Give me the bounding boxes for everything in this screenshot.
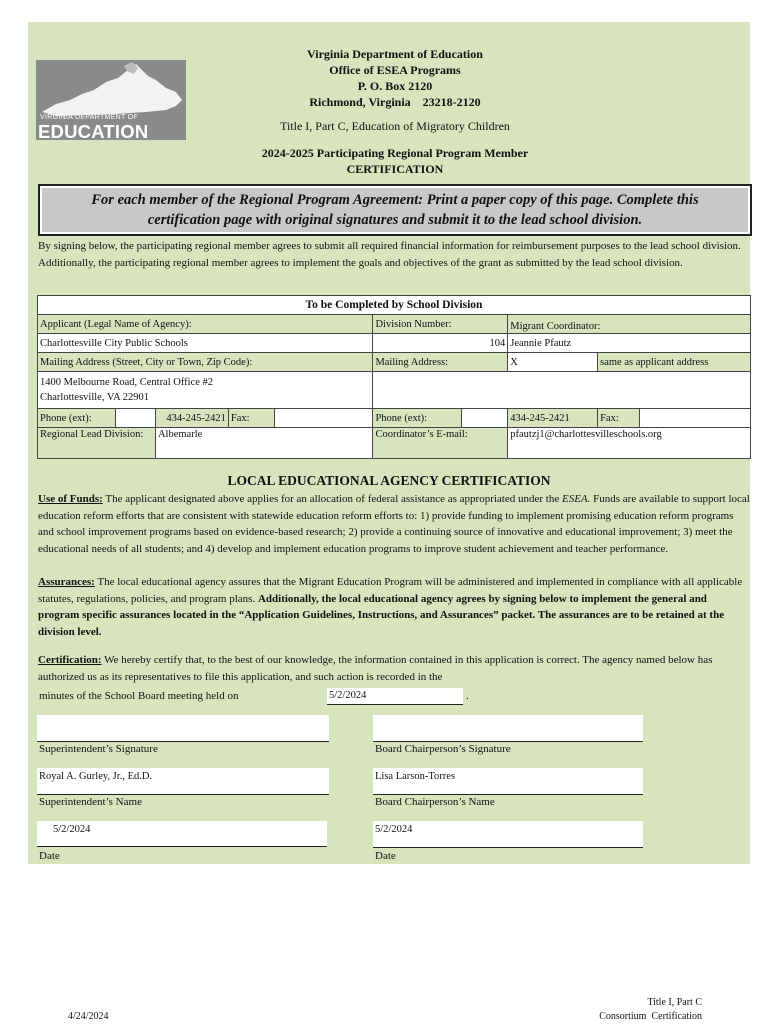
table-title: To be Completed by School Division [38,296,751,315]
coordinator-phone-ext-field[interactable] [462,409,508,428]
migrant-coordinator-label: Migrant Coordinator: [508,315,751,334]
assurances-text: The local educational agency assures that the Migrant Education Program will be administered and implemented in compliance with all applicable statutes, regulations, policies, and program plans. [38,576,743,605]
certification-paragraph [38,652,750,685]
fax-label: Fax: [228,409,274,428]
superintendent-signature-field[interactable] [37,715,329,742]
program-title: Title I, Part C, Education of Migratory Children [280,119,510,133]
lead-division-field[interactable]: Albemarle [155,428,372,459]
form-subtitle: CERTIFICATION [346,162,444,176]
instruction-banner [38,184,752,236]
lead-division-label: Regional Lead Division: [38,428,156,459]
fax-field[interactable] [274,409,373,428]
phone-ext-field[interactable] [115,409,155,428]
coordinator-fax-label: Fax: [598,409,640,428]
phone-field[interactable]: 434-245-2421 [155,409,228,428]
superintendent-name-field[interactable]: Royal A. Gurley, Jr., Ed.D. [37,768,329,795]
superintendent-name-label: Superintendent’s Name [39,796,142,808]
coordinator-phone-label: Phone (ext): [373,409,462,428]
minutes-text: minutes of the School Board meeting held on [39,690,239,702]
esea-text: ESEA. [561,493,591,505]
board-chair-date-label: Date [375,850,396,862]
board-chair-signature-label: Board Chairperson’s Signature [375,743,511,755]
division-number-label: Division Number: [373,315,508,334]
meeting-date-period: . [466,690,469,702]
assurances-paragraph [38,574,750,640]
use-of-funds-paragraph [38,491,750,557]
use-of-funds-heading: Use of Funds: [38,493,103,505]
applicant-label: Applicant (Legal Name of Agency): [38,315,373,334]
vdoe-logo [36,60,186,140]
mailing-address-field[interactable] [38,372,373,409]
same-address-label: same as applicant address [598,353,751,372]
address-line-1: 1400 Melbourne Road, Central Office #2 [40,377,214,388]
use-of-funds-text-b: Funds are available to support local education reform efforts that are consistent with statewide education reform efforts to: 1) provide funding to implement promising education reform programs and school improvement programs based on evidence-based research; 2) provide a continuing source of innovative and educational improvement; 3) meet the educational needs of all students; and 4) develop and implement education programs to improve student achievement and teacher performance. [38,493,750,555]
email-field[interactable]: pfautzj1@charlottesvilleschools.org [508,428,751,459]
footer-date: 4/24/2024 [68,1011,109,1022]
header-line-3: P. O. Box 2120 [357,79,433,93]
logo-caption-small: VIRGINIA DEPARTMENT OF [40,114,139,121]
superintendent-signature-label: Superintendent’s Signature [39,743,158,755]
coordinator-field[interactable]: Jeannie Pfautz [508,334,751,353]
division-number-field[interactable]: 104 [373,334,508,353]
certification-heading: Certification: [38,654,102,666]
coordinator-phone-field[interactable]: 434-245-2421 [508,409,598,428]
header-line-2: Office of ESEA Programs [329,63,461,77]
board-chair-name-field[interactable]: Lisa Larson-Torres [373,768,643,795]
coordinator-mailing-field[interactable] [373,372,751,409]
assurances-heading: Assurances: [38,576,95,588]
logo-caption-big: EDUCATION [38,121,149,142]
mailing-address-label: Mailing Address (Street, City or Town, Zip Code): [38,353,373,372]
banner-text: For each member of the Regional Program Agreement: Print a paper copy of this page. Complete this certification page with original signatures and submit it to the lead school division. [91,192,699,228]
intro-paragraph: By signing below, the participating regional member agrees to submit all required financial information for reimbursement purposes to the lead school division. Additionally, the participating regional member agrees to implement the goals and objectives of the grant as submitted by the lead school division. [38,240,741,269]
header-line-1: Virginia Department of Education [307,47,483,61]
board-chair-name-label: Board Chairperson’s Name [375,796,495,808]
header-line-4: Richmond, Virginia 23218-2120 [309,95,481,109]
footer-title-line-1: Title I, Part C [647,997,702,1008]
address-line-2: Charlottesville, VA 22901 [40,392,149,403]
superintendent-date-field[interactable]: 5/2/2024 [37,821,327,847]
footer-title-line-2: Consortium Certification [599,1011,702,1022]
board-chair-date-field[interactable]: 5/2/2024 [373,821,643,848]
email-label: Coordinator’s E-mail: [373,428,508,459]
board-chair-signature-field[interactable] [373,715,643,742]
assurances-bold-text: Additionally, the local educational agency agrees by signing below to implement the general and program specific assurances located in the “Application Guidelines, Instructions, and Assurances” packet. The assurances are to be retained at the division level. [38,592,725,638]
phone-label: Phone (ext): [38,409,116,428]
meeting-date-field[interactable]: 5/2/2024 [327,688,463,705]
coordinator-mailing-label: Mailing Address: [373,353,508,372]
coordinator-fax-field[interactable] [640,409,751,428]
superintendent-date-label: Date [39,850,60,862]
use-of-funds-text-a: The applicant designated above applies for an allocation of federal assistance as appropriated under the [102,493,562,505]
certification-text: We hereby certify that, to the best of our knowledge, the information contained in this application is correct. The agency named below has authorized us as its representatives to file this application, and such action is recorded in the [38,654,713,683]
lea-certification-title: LOCAL EDUCATIONAL AGENCY CERTIFICATION [227,473,551,488]
school-division-table [37,295,751,459]
form-title: 2024-2025 Participating Regional Program Member [261,146,529,160]
applicant-field[interactable]: Charlottesville City Public Schools [38,334,373,353]
same-address-checkbox[interactable]: X [508,353,598,372]
